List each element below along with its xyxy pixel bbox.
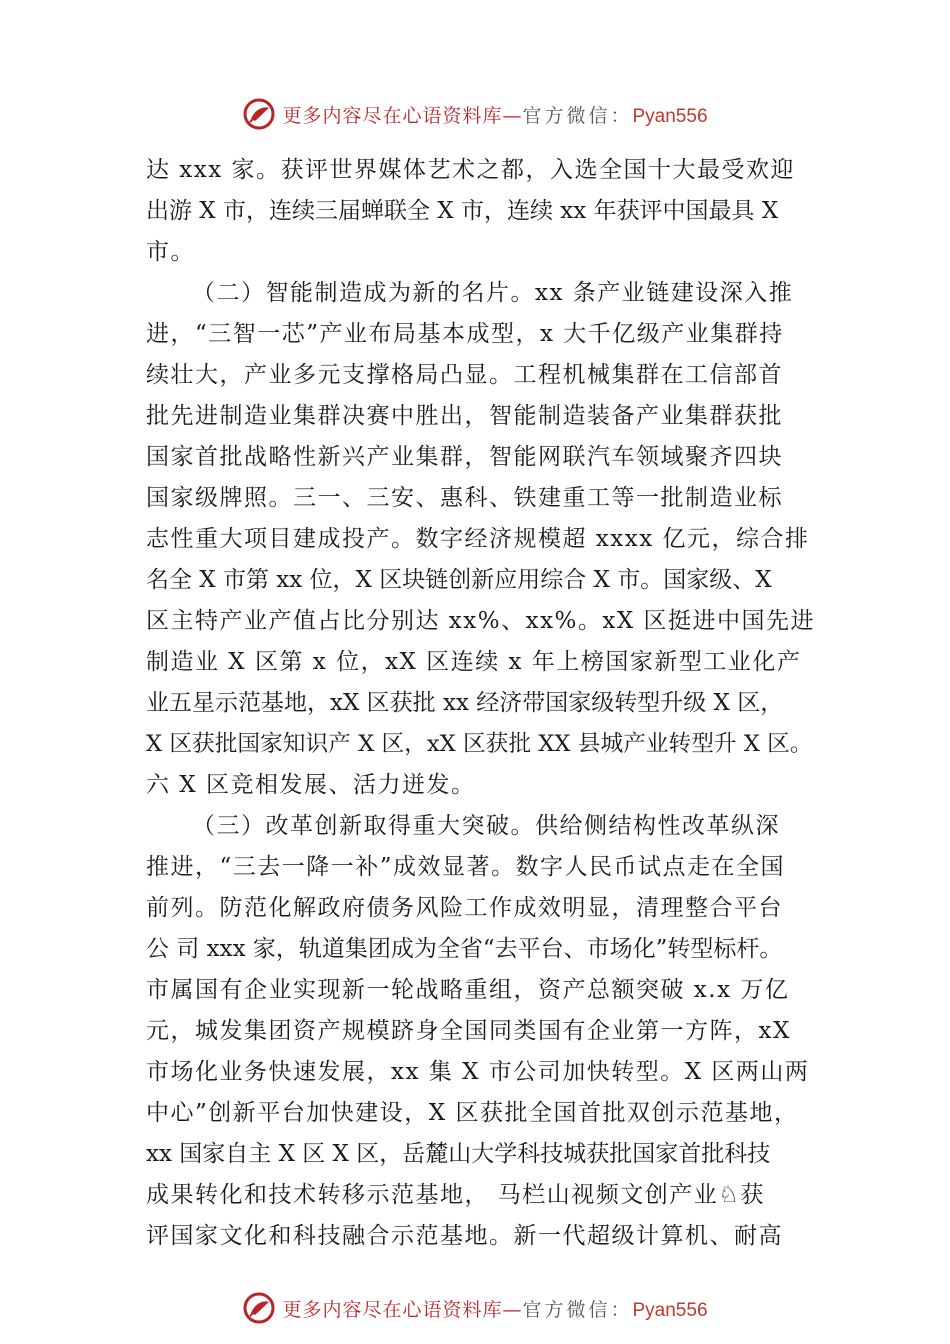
banner-separator: — xyxy=(502,1298,523,1321)
body-text-line: 推进，“三去一降一补”成效显著。数字人民币试点走在全国 xyxy=(146,854,786,880)
body-text-line: 名全 X 市第 xx 位，X 区块链创新应用综合 X 市。国家级、X xyxy=(146,567,772,593)
header-watermark-banner xyxy=(0,94,950,134)
body-text-line: 元，城发集团资产规模跻身全国同类国有企业第一方阵，xX xyxy=(146,1018,791,1044)
body-text-line: 市属国有企业实现新一轮战略重组，资产总额突破 x.x 万亿 xyxy=(146,977,790,1003)
body-text-line: 进，“三智一芯”产业布局基本成型，x 大千亿级产业集群持 xyxy=(146,321,784,347)
body-text-line: （二）智能制造成为新的名片。xx 条产业链建设深入推 xyxy=(192,280,794,306)
body-text-line: 续壮大，产业多元支撑格局凸显。工程机械集群在工信部首 xyxy=(146,362,783,388)
footer-watermark-banner xyxy=(0,1288,950,1328)
body-text-line: 国家首批战略性新兴产业集群，智能网联汽车领域聚齐四块 xyxy=(146,444,783,470)
banner-text xyxy=(282,1295,707,1322)
brand-logo-icon xyxy=(242,1291,276,1325)
banner-brand: 更多内容尽在心语资料库 xyxy=(282,1298,503,1321)
body-text-line: 六 X 区竞相发展、活力迸发。 xyxy=(146,772,476,798)
banner-wechat-id: Pyan556 xyxy=(632,1299,708,1321)
banner-text xyxy=(282,101,707,128)
body-text-line: 前列。防范化解政府债务风险工作成效明显，清理整合平台 xyxy=(146,895,783,921)
body-text-line: 国家级牌照。三一、三安、惠科、铁建重工等一批制造业标 xyxy=(146,485,783,511)
body-text-line: 成果转化和技术转移示范基地， 马栏山视频文创产业♘获 xyxy=(146,1182,765,1208)
body-text-line: 批先进制造业集群决赛中胜出，智能制造装备产业集群获批 xyxy=(146,403,783,429)
banner-wechat-label: 官方微信： xyxy=(522,1298,633,1321)
banner-separator: — xyxy=(502,104,523,127)
body-text-line: 区主特产业产值占比分别达 xx%、xx%。xX 区挺进中国先进 xyxy=(146,608,816,634)
body-text-line: xx 国家自主 X 区 X 区，岳麓山大学科技城获批国家首批科技 xyxy=(146,1141,771,1167)
banner-wechat-id: Pyan556 xyxy=(632,105,708,127)
body-text-line: （三）改革创新取得重大突破。供给侧结构性改革纵深 xyxy=(192,813,780,839)
body-text-line: 市。 xyxy=(146,239,195,265)
brand-logo-icon xyxy=(242,97,276,131)
body-text-line: 出游 X 市，连续三届蝉联全 X 市，连续 xx 年获评中国最具 X xyxy=(146,198,779,224)
body-text-line: 市场化业务快速发展，xx 集 X 市公司加快转型。X 区两山两 xyxy=(146,1059,810,1085)
body-text-line: X 区获批国家知识产 X 区，xX 区获批 XX 县城产业转型升 X 区。 xyxy=(146,731,813,757)
body-text-line: 业五星示范基地，xX 区获批 xx 经济带国家级转型升级 X 区， xyxy=(146,690,784,716)
body-text-line: 志性重大项目建成投产。数字经济规模超 xxxx 亿元，综合排 xyxy=(146,526,810,552)
body-text-line: 达 xxx 家。获评世界媒体艺术之都，入选全国十大最受欢迎 xyxy=(146,157,796,183)
banner-wechat-label: 官方微信： xyxy=(522,104,633,127)
document-body xyxy=(146,150,816,1257)
banner-brand: 更多内容尽在心语资料库 xyxy=(282,104,503,127)
body-text-line: 中心”创新平台加快建设，X 区获批全国首批双创示范基地， xyxy=(146,1100,799,1126)
body-text-line: 制造业 X 区第 x 位，xX 区连续 x 年上榜国家新型工业化产 xyxy=(146,649,802,675)
body-text-line: 公 司 xxx 家，轨道集团成为全省“去平台、市场化”转型标杆。 xyxy=(146,936,783,962)
body-text-line: 评国家文化和科技融合示范基地。新一代超级计算机、耐高 xyxy=(146,1223,783,1249)
